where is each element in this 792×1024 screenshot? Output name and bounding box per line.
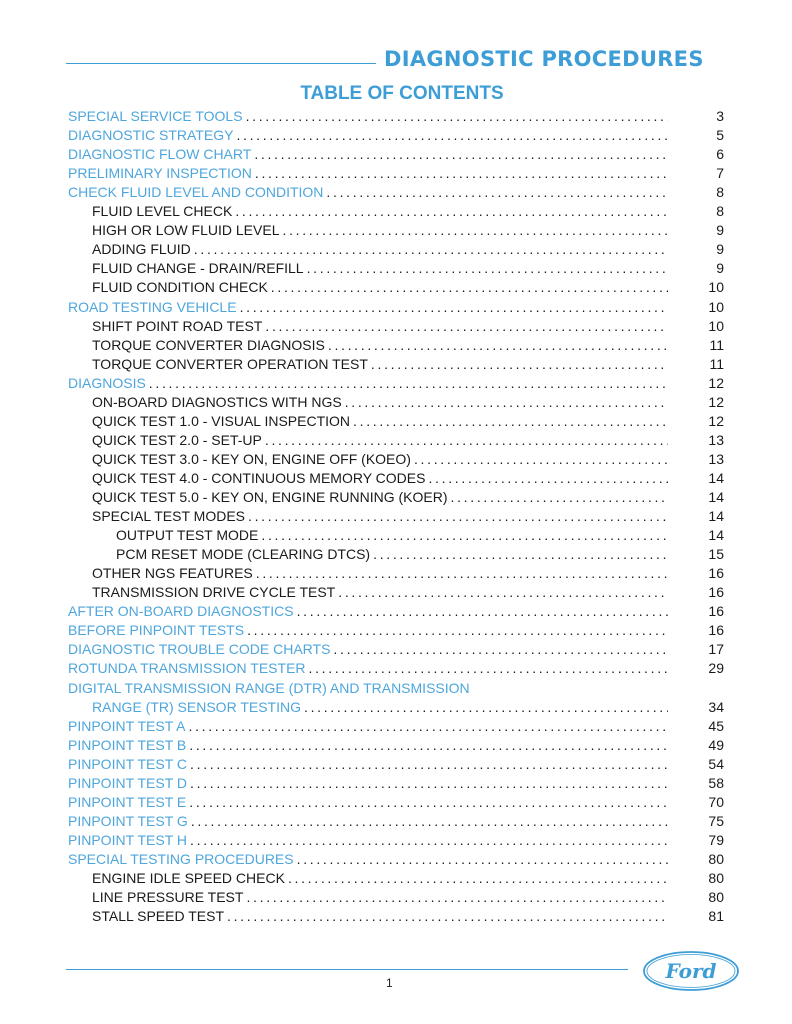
toc-entry-page: 79 <box>708 831 724 848</box>
toc-entry-label: SPECIAL SERVICE TOOLS <box>68 108 243 124</box>
toc-entry <box>68 374 668 393</box>
toc-entry-label: ROTUNDA TRANSMISSION TESTER <box>68 660 306 677</box>
toc-entry-label: DIAGNOSTIC FLOW CHART <box>68 146 252 163</box>
toc-entry <box>68 298 668 317</box>
footer-rule <box>66 969 628 970</box>
toc-entry <box>68 126 668 145</box>
toc-leader-dots <box>304 698 668 717</box>
toc-entry-page: 8 <box>716 203 724 220</box>
toc-leader-dots <box>261 526 668 545</box>
toc-entry-page: 13 <box>708 450 724 467</box>
toc-entry <box>92 202 668 221</box>
toc-entry <box>92 412 668 431</box>
toc-leader-dots <box>240 298 668 317</box>
toc-entry <box>68 850 668 869</box>
toc-leader-dots <box>256 564 668 583</box>
toc-leader-dots <box>227 907 668 926</box>
toc-leader-dots <box>428 469 668 488</box>
toc-entry-label: TORQUE CONVERTER DIAGNOSIS <box>92 336 325 353</box>
toc-entry-label: RANGE (TR) SENSOR TESTING <box>92 698 301 715</box>
ford-logo-icon <box>641 949 741 993</box>
toc-entry <box>92 888 668 907</box>
toc-leader-dots <box>190 755 668 774</box>
toc-entry-label: PINPOINT TEST D <box>68 774 188 791</box>
toc-entry-label: TORQUE CONVERTER OPERATION TEST <box>92 355 368 372</box>
toc-leader-dots <box>190 774 668 793</box>
toc-entry-label: PINPOINT TEST E <box>68 793 187 810</box>
toc-entry-label: DIAGNOSTIC TROUBLE CODE CHARTS <box>68 641 331 658</box>
toc-entry-page: 12 <box>708 412 724 429</box>
toc-entry-page: 45 <box>708 717 724 734</box>
toc-entry <box>92 431 668 450</box>
toc-entry <box>68 107 668 126</box>
toc-entry <box>68 793 668 812</box>
toc-entry-label: BEFORE PINPOINT TESTS <box>68 622 245 639</box>
toc-entry <box>68 812 668 831</box>
toc-leader-dots <box>248 507 668 526</box>
toc-entry-label: QUICK TEST 5.0 - KEY ON, ENGINE RUNNING (KOER) <box>92 489 448 505</box>
toc-entry-label: DIGITAL TRANSMISSION RANGE (DTR) AND TRANSMISSION <box>68 679 470 696</box>
toc-entry <box>68 736 668 755</box>
toc-entry <box>92 907 668 926</box>
toc-entry-page: 80 <box>708 870 724 886</box>
toc-entry <box>92 469 668 488</box>
toc-entry-page: 11 <box>709 336 724 353</box>
toc-entry <box>92 355 668 374</box>
toc-entry <box>68 831 668 850</box>
toc-entry-page: 3 <box>716 108 724 124</box>
toc-leader-dots <box>246 107 668 126</box>
toc-entry <box>68 145 668 164</box>
toc-entry-label: PINPOINT TEST H <box>68 831 188 848</box>
toc-entry-page: 80 <box>708 889 724 906</box>
toc-leader-dots <box>265 431 668 450</box>
toc-entry-page: 5 <box>716 127 724 144</box>
toc-entry <box>92 488 668 507</box>
toc-leader-dots <box>451 488 668 507</box>
toc-entry-page: 17 <box>708 641 724 658</box>
toc-entry-label: ROAD TESTING VEHICLE <box>68 298 237 315</box>
document-title: DIAGNOSTIC PROCEDURES <box>384 47 704 71</box>
toc-leader-dots <box>309 659 668 678</box>
toc-entry <box>92 336 668 355</box>
toc-entry-page: 81 <box>708 908 724 925</box>
toc-entry-page: 15 <box>708 546 724 563</box>
toc-entry-label: TRANSMISSION DRIVE CYCLE TEST <box>92 584 336 601</box>
toc-entry-page: 10 <box>708 317 724 334</box>
toc-leader-dots <box>235 202 668 221</box>
toc-entry-label: DIAGNOSTIC STRATEGY <box>68 127 234 144</box>
toc-entry <box>92 564 668 583</box>
toc-entry-page: 14 <box>708 469 724 486</box>
toc-entry-label: AFTER ON-BOARD DIAGNOSTICS <box>68 603 294 620</box>
toc-leader-dots <box>371 355 668 374</box>
toc-entry-page: 16 <box>708 565 724 582</box>
toc-entry-label: SHIFT POINT ROAD TEST <box>92 317 263 334</box>
toc-leader-dots <box>345 393 668 412</box>
toc-leader-dots <box>247 621 668 640</box>
toc-entry-label: SPECIAL TEST MODES <box>92 508 246 525</box>
toc-entry-page: 29 <box>708 660 724 677</box>
toc-entry <box>92 583 668 602</box>
toc-leader-dots <box>333 640 668 659</box>
toc-entry-label: PCM RESET MODE (CLEARING DTCS) <box>116 546 371 563</box>
toc-leader-dots <box>246 888 668 907</box>
toc-entry-label: PINPOINT TEST G <box>68 812 188 829</box>
toc-entry-label: ADDING FLUID <box>92 241 191 258</box>
toc-entry-page: 11 <box>709 355 724 372</box>
toc-entry <box>92 869 668 888</box>
toc-entry <box>68 774 668 793</box>
toc-entry-page: 12 <box>708 374 724 391</box>
toc-leader-dots <box>297 602 668 621</box>
toc-entry-label: ENGINE IDLE SPEED CHECK <box>92 870 285 886</box>
toc-entry <box>68 679 668 698</box>
toc-entry-page: 16 <box>708 584 724 601</box>
toc-entry-page: 9 <box>716 260 724 277</box>
toc-entry-page: 16 <box>708 603 724 620</box>
toc-leader-dots <box>288 869 668 888</box>
toc-entry-page: 9 <box>716 222 724 239</box>
toc-entry-label: PRELIMINARY INSPECTION <box>68 165 252 182</box>
toc-entry-label: FLUID CONDITION CHECK <box>92 279 268 296</box>
toc-leader-dots <box>255 164 668 183</box>
toc-leader-dots <box>373 545 668 564</box>
toc-leader-dots <box>149 374 668 393</box>
toc-entry <box>92 259 668 278</box>
toc-entry-label: LINE PRESSURE TEST <box>92 889 244 906</box>
toc-entry <box>92 507 668 526</box>
toc-entry <box>68 659 668 678</box>
toc-leader-dots <box>191 812 668 831</box>
toc-entry <box>92 393 668 412</box>
toc-entry-page: 49 <box>708 736 724 753</box>
toc-entry-label: FLUID CHANGE - DRAIN/REFILL <box>92 260 304 277</box>
toc-entry <box>68 640 668 659</box>
toc-leader-dots <box>190 831 668 850</box>
toc-entry-page: 14 <box>708 527 724 544</box>
toc-leader-dots <box>338 583 668 602</box>
toc-leader-dots <box>307 259 668 278</box>
toc-entry-page: 6 <box>716 146 724 163</box>
toc-entry-label: PINPOINT TEST C <box>68 755 188 772</box>
page-number: 1 <box>386 976 393 990</box>
toc-entry <box>68 183 668 202</box>
header-rule <box>66 63 376 64</box>
toc-entry-label: CHECK FLUID LEVEL AND CONDITION <box>68 184 324 201</box>
toc-leader-dots <box>414 450 668 469</box>
toc-entry <box>68 621 668 640</box>
toc-entry <box>92 278 668 297</box>
ford-logo-text: Ford <box>665 959 717 983</box>
toc-leader-dots <box>271 278 668 297</box>
toc-leader-dots <box>189 793 668 812</box>
toc-entry-page: 80 <box>708 850 724 867</box>
toc-entry-page: 9 <box>716 241 724 258</box>
toc-entry-label: QUICK TEST 1.0 - VISUAL INSPECTION <box>92 412 351 429</box>
toc-entry <box>92 698 668 717</box>
toc-entry-label: QUICK TEST 2.0 - SET-UP <box>92 431 262 448</box>
toc-entry-page: 16 <box>708 622 724 639</box>
toc-entry-page: 13 <box>708 431 724 448</box>
toc-leader-dots <box>282 221 668 240</box>
toc-entry-page: 12 <box>708 393 724 410</box>
toc-leader-dots <box>353 412 668 431</box>
toc-entry-label: PINPOINT TEST A <box>68 717 186 734</box>
toc-leader-dots <box>254 145 668 164</box>
toc-entry <box>116 545 668 564</box>
toc-entry-page: 7 <box>716 165 724 182</box>
toc-entry-label: ON-BOARD DIAGNOSTICS WITH NGS <box>92 393 342 410</box>
toc-leader-dots <box>265 317 668 336</box>
toc-entry-label: OTHER NGS FEATURES <box>92 565 253 582</box>
toc-entry-label: STALL SPEED TEST <box>92 908 225 925</box>
toc-entry-page: 75 <box>708 812 724 829</box>
toc-entry <box>68 717 668 736</box>
toc-entry <box>92 221 668 240</box>
toc-heading: TABLE OF CONTENTS <box>300 83 504 104</box>
toc-entry-page: 14 <box>708 508 724 525</box>
toc-entry-label: DIAGNOSIS <box>68 374 146 391</box>
toc-entry-label: PINPOINT TEST B <box>68 736 187 753</box>
toc-entry <box>92 317 668 336</box>
toc-leader-dots <box>326 183 668 202</box>
toc-entry-page: 8 <box>716 184 724 201</box>
toc-entry <box>68 164 668 183</box>
toc-entry-page: 70 <box>708 793 724 810</box>
toc-entry <box>92 240 668 259</box>
toc-entry <box>92 450 668 469</box>
toc-leader-dots <box>236 126 668 145</box>
toc-entry-label: QUICK TEST 3.0 - KEY ON, ENGINE OFF (KOEO) <box>92 450 411 467</box>
toc-entry <box>68 755 668 774</box>
toc-entry-label: QUICK TEST 4.0 - CONTINUOUS MEMORY CODES <box>92 469 426 486</box>
toc-leader-dots <box>328 336 668 355</box>
toc-leader-dots <box>189 736 668 755</box>
toc-entry-page: 10 <box>708 279 724 296</box>
toc-leader-dots <box>188 717 668 736</box>
toc-entry-page: 54 <box>708 755 724 772</box>
toc-leader-dots <box>194 240 668 259</box>
toc-entry <box>116 526 668 545</box>
toc-entry-label: SPECIAL TESTING PROCEDURES <box>68 850 294 867</box>
toc-entry <box>68 602 668 621</box>
toc-entry-page: 58 <box>708 774 724 791</box>
toc-entry-page: 10 <box>708 298 724 315</box>
toc-entry-label: FLUID LEVEL CHECK <box>92 203 233 220</box>
toc-entry-label: OUTPUT TEST MODE <box>116 527 259 544</box>
toc-entry-page: 34 <box>708 698 724 715</box>
toc-leader-dots <box>297 850 668 869</box>
toc-entry-label: HIGH OR LOW FLUID LEVEL <box>92 222 280 239</box>
toc-entry-page: 14 <box>708 489 724 505</box>
